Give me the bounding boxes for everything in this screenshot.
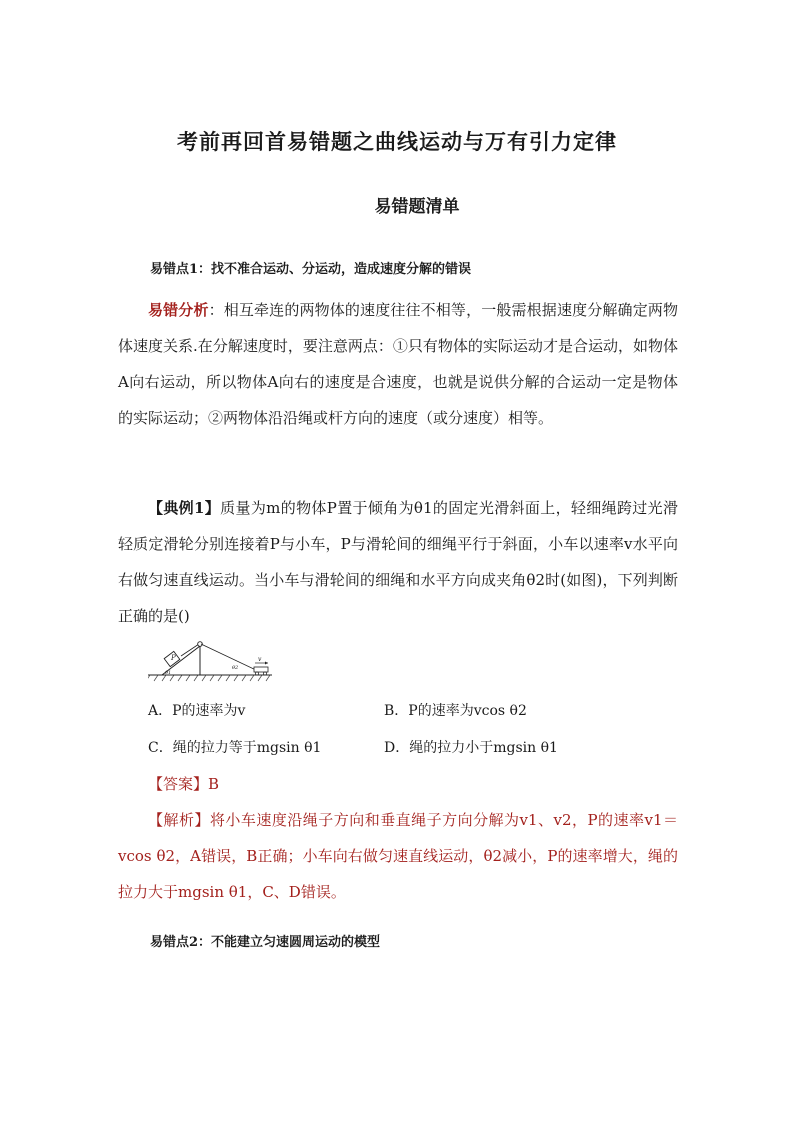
answer-line	[118, 766, 678, 802]
explanation-text: 将小车速度沿绳子方向和垂直绳子方向分解为v1、v2，P的速率v1＝vcos θ2，A错误，B正确；小车向右做匀速直线运动，θ2减小，P的速率增大，绳的拉力大于mgsin θ1，C、D错误。	[118, 811, 678, 901]
explanation-label: 【解析】	[148, 811, 210, 829]
option-c: C．绳的拉力等于mgsin θ1	[148, 740, 322, 756]
option-d: D．绳的拉力小于mgsin θ1	[384, 740, 558, 756]
analysis-label: 易错分析	[148, 301, 209, 319]
analysis-text: ：相互牵连的两物体的速度往往不相等，一般需根据速度分解确定两物体速度关系.在分解速度时，要注意两点：①只有物体的实际运动才是合运动，如物体A向右运动，所以物体A向右的速度是合速度，也就是说供分解的合运动一定是物体的实际运动；②两物体沿沿绳或杆方向的速度（或分速度）相等。	[118, 301, 678, 427]
document-title: 考前再回首易错题之曲线运动与万有引力定律	[177, 129, 617, 154]
cart-wheel-right	[264, 672, 267, 675]
section-title: 易错题清单	[374, 197, 460, 217]
error-point-1: 易错点1：找不准合运动、分运动，造成速度分解的错误	[150, 262, 472, 277]
incline-pulley-figure	[148, 637, 278, 682]
example-1-paragraph	[118, 490, 678, 634]
error-point-2: 易错点2：不能建立匀速圆周运动的模型	[150, 935, 381, 950]
angle2-label: θ2	[232, 665, 239, 671]
cart-body	[254, 667, 268, 672]
velocity-label: v	[258, 656, 262, 663]
error-analysis-paragraph	[118, 292, 678, 436]
rope-cart	[201, 644, 256, 670]
option-b: B．P的速率为vcos θ2	[384, 703, 527, 719]
angle1-label: θ1	[165, 670, 172, 676]
option-a: A．P的速率为v	[148, 703, 246, 719]
block-label: P	[171, 654, 176, 662]
example-text: 质量为m的物体P置于倾角为θ1的固定光滑斜面上，轻细绳跨过光滑轻质定滑轮分别连接着P与小车，P与滑轮间的细绳平行于斜面，小车以速率v水平向右做匀速直线运动。当小车与滑轮间的细绳和水平方向成夹角θ2时(如图)，下列判断正确的是()	[118, 499, 678, 625]
explanation-paragraph	[118, 802, 678, 910]
cart-wheel-left	[256, 672, 259, 675]
answer-value: B	[208, 775, 220, 793]
answer-label: 【答案】	[148, 775, 209, 793]
velocity-arrowhead	[265, 662, 268, 665]
example-label: 【典例1】	[148, 499, 221, 517]
